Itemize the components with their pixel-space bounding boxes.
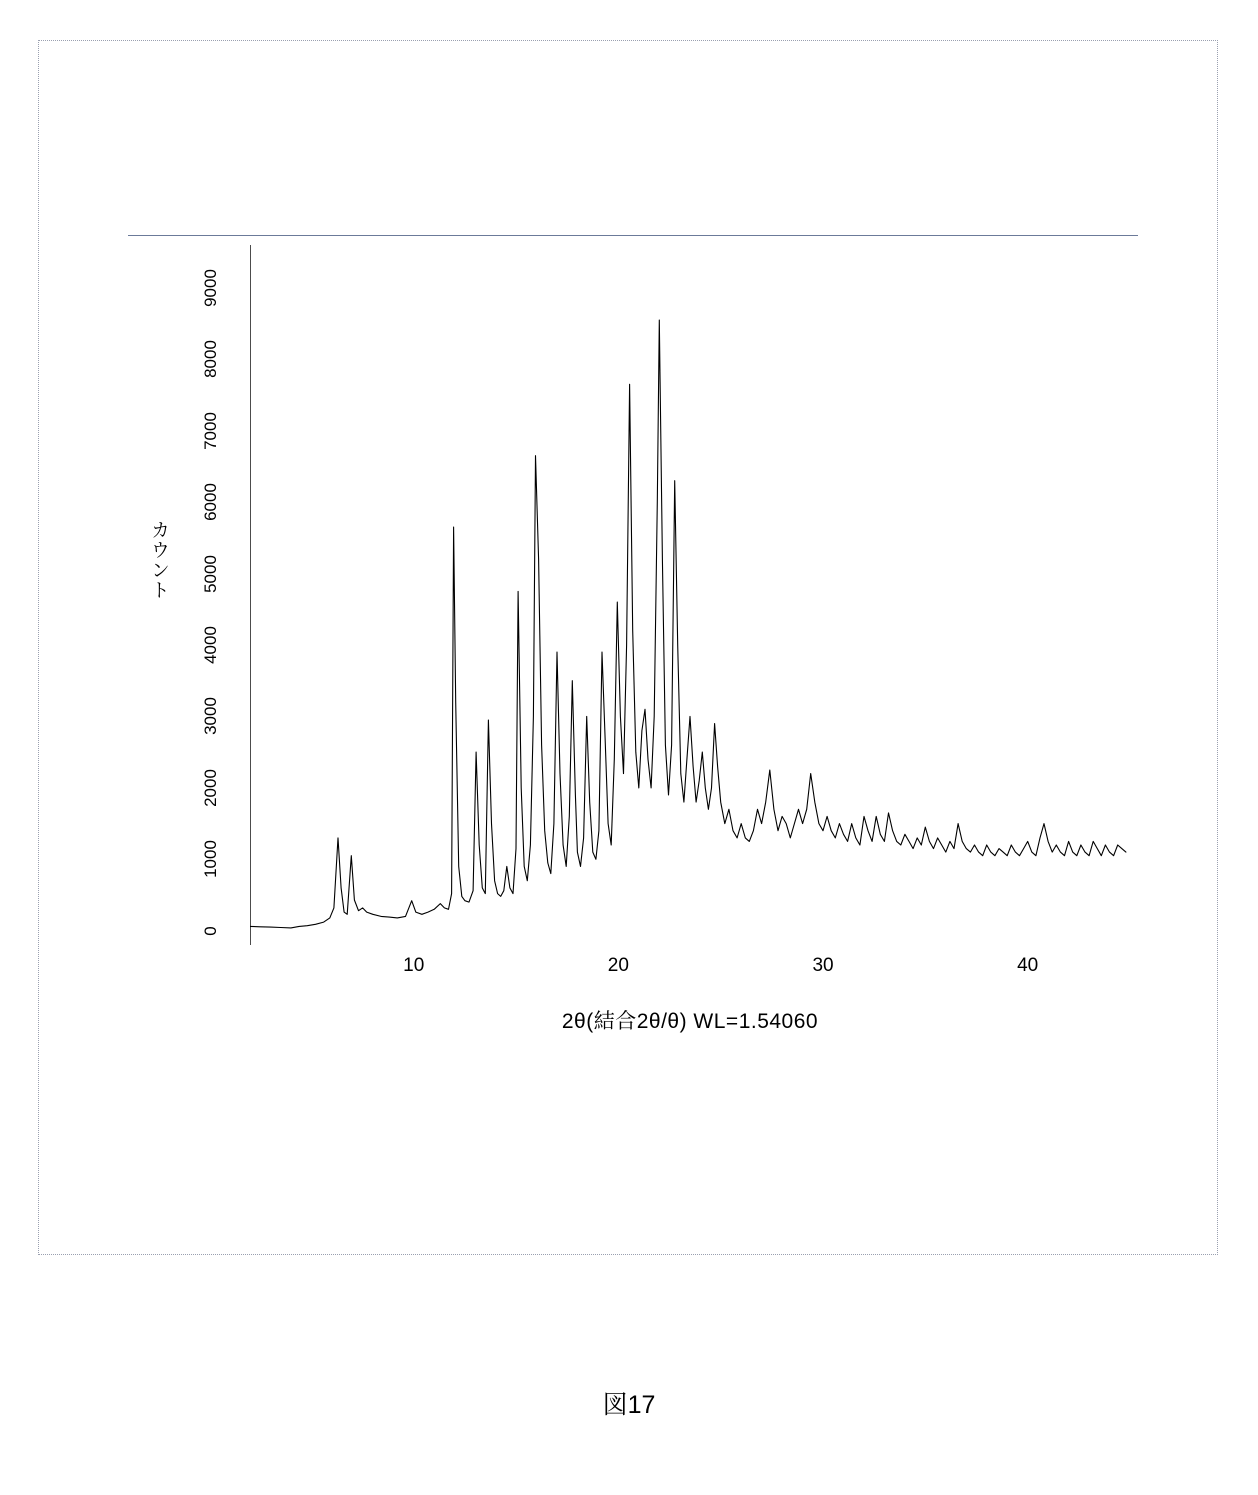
y-tick-label: 5000 [201,554,220,593]
figure-caption: 図17 [602,1391,656,1419]
y-tick-label: 7000 [201,411,220,450]
plot-area [250,245,1130,945]
xrpd-figure [120,220,1140,1050]
xrpd-trace [250,245,1130,945]
plot-top-border [128,235,1138,236]
y-tick-label: 8000 [201,340,220,379]
y-axis-title: カウント [148,520,169,600]
x-axis-tick-labels [250,955,1130,981]
x-tick-label: 10 [403,955,425,976]
y-tick-label: 6000 [201,483,220,522]
y-tick-label: 2000 [201,768,220,807]
y-tick-label: 1000 [201,840,220,879]
x-tick-label: 40 [1017,955,1039,976]
y-tick-label: 4000 [201,626,220,664]
x-axis-title: 2θ(結合2θ/θ) WL=1.54060 [561,1010,819,1033]
y-tick-label: 0 [201,925,220,936]
y-tick-label: 3000 [201,697,220,736]
x-tick-label: 30 [812,955,834,976]
x-tick-label: 20 [607,955,629,976]
y-axis-tick-labels [180,245,242,945]
y-tick-label: 9000 [201,268,220,307]
